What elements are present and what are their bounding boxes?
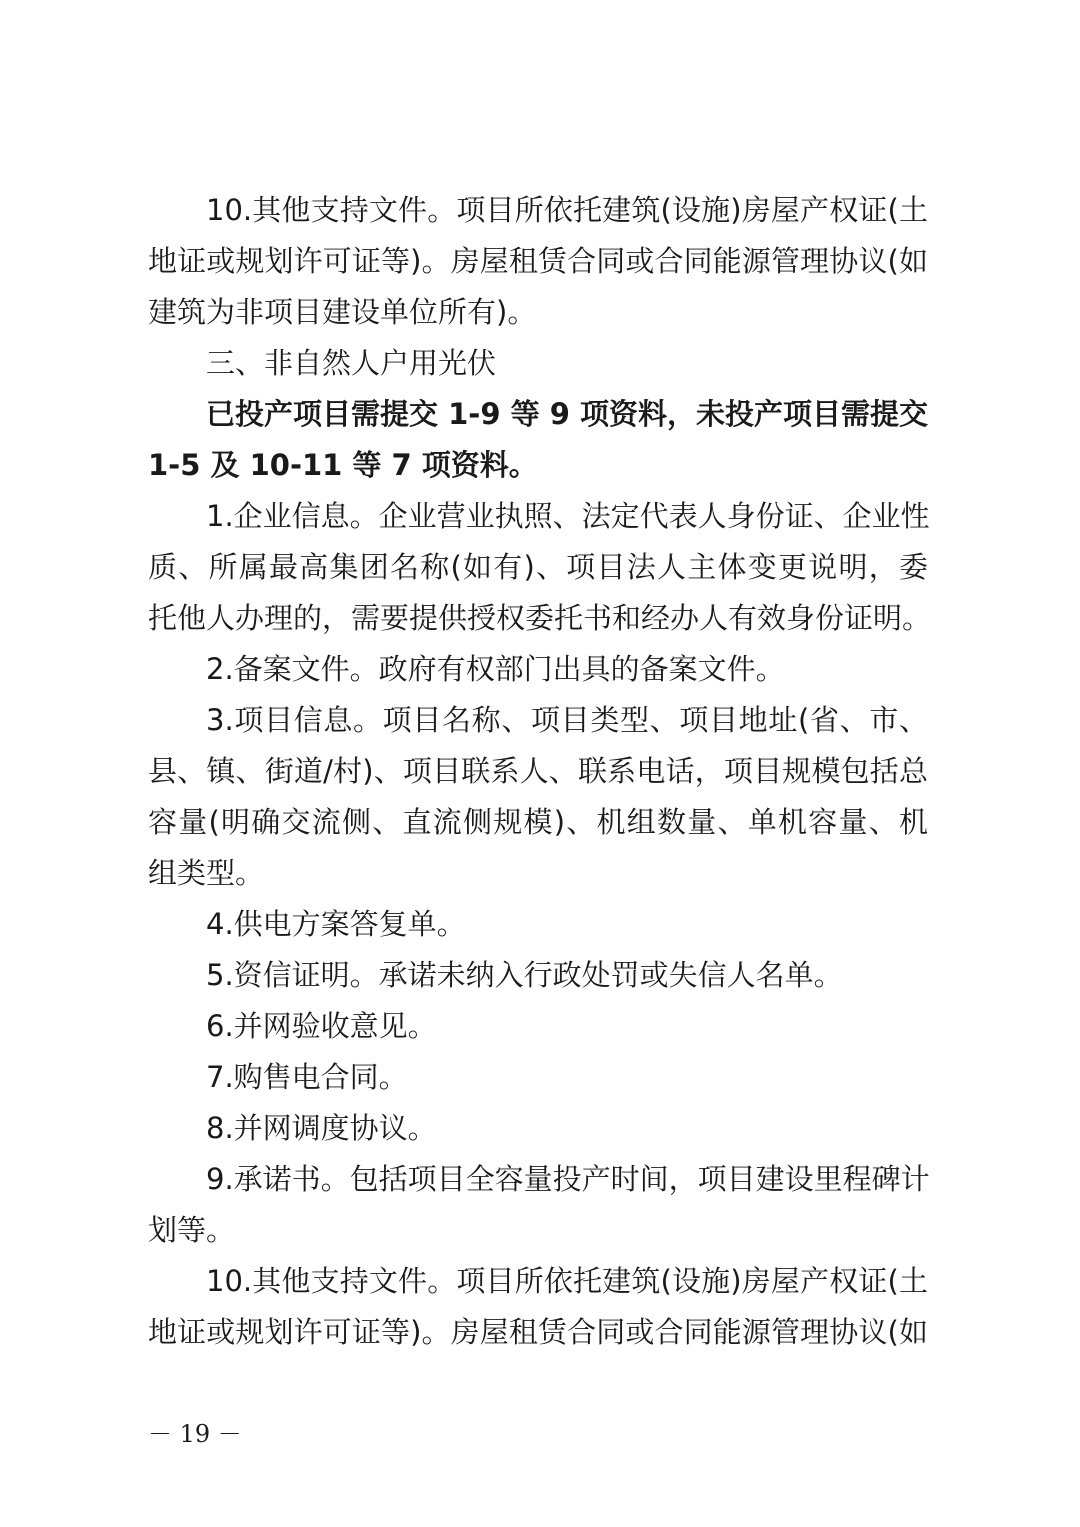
paragraph-line: 10.其他支持文件。项目所依托建筑(设施)房屋产权证(土 [206, 193, 928, 227]
page-number: － 19 － [148, 1420, 242, 1448]
paragraph-line: 组类型。 [148, 856, 265, 890]
paragraph-line: 2.备案文件。政府有权部门出具的备案文件。 [206, 652, 785, 686]
paragraph-line: 3.项目信息。项目名称、项目类型、项目地址(省、市、 [206, 703, 928, 737]
paragraph-line: 6.并网验收意见。 [206, 1009, 437, 1043]
paragraph-line: 4.供电方案答复单。 [206, 907, 466, 941]
paragraph-line: 质、所属最高集团名称(如有)、项目法人主体变更说明，委 [148, 550, 928, 584]
paragraph-line: 9.承诺书。包括项目全容量投产时间，项目建设里程碑计 [206, 1162, 930, 1196]
paragraph-line: 7.购售电合同。 [206, 1060, 408, 1094]
paragraph-line: 1.企业信息。企业营业执照、法定代表人身份证、企业性 [206, 499, 930, 533]
paragraph-line: 容量(明确交流侧、直流侧规模)、机组数量、单机容量、机 [148, 805, 928, 839]
paragraph-line: 5.资信证明。承诺未纳入行政处罚或失信人名单。 [206, 958, 843, 992]
bold-paragraph-line: 已投产项目需提交 1-9 等 9 项资料，未投产项目需提交 [206, 397, 928, 431]
paragraph-line: 地证或规划许可证等)。房屋租赁合同或合同能源管理协议(如 [148, 1315, 928, 1349]
section-heading: 三、非自然人户用光伏 [206, 346, 497, 380]
bold-paragraph-line: 1-5 及 10-11 等 7 项资料。 [148, 448, 538, 482]
paragraph-line: 10.其他支持文件。项目所依托建筑(设施)房屋产权证(土 [206, 1264, 928, 1298]
paragraph-line: 建筑为非项目建设单位所有)。 [148, 295, 537, 329]
paragraph-line: 划等。 [148, 1213, 236, 1247]
paragraph-line: 地证或规划许可证等)。房屋租赁合同或合同能源管理协议(如 [148, 244, 928, 278]
paragraph-line: 县、镇、街道/村)、项目联系人、联系电话，项目规模包括总 [148, 754, 928, 788]
paragraph-line: 8.并网调度协议。 [206, 1111, 437, 1145]
paragraph-line: 托他人办理的，需要提供授权委托书和经办人有效身份证明。 [148, 601, 932, 635]
